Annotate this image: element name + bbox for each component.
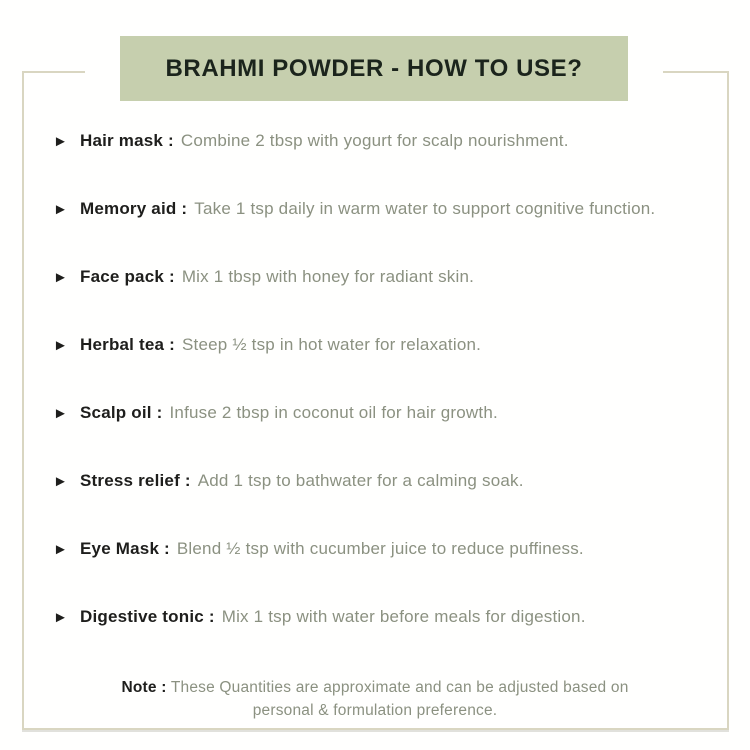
item-label: Stress relief : (80, 471, 191, 490)
arrow-bullet-icon: ► (53, 404, 68, 422)
list-item (53, 175, 720, 243)
item-description: Add 1 tsp to bathwater for a calming soak. (197, 471, 524, 490)
item-label: Face pack : (80, 267, 175, 286)
item-description: Mix 1 tbsp with honey for radiant skin. (181, 267, 475, 286)
list-item (53, 515, 720, 583)
item-label: Herbal tea : (80, 335, 175, 354)
item-description: Combine 2 tbsp with yogurt for scalp nourishment. (180, 131, 569, 150)
item-label: Hair mask : (80, 131, 174, 150)
list-item (53, 243, 720, 311)
item-description: Take 1 tsp daily in warm water to support cognitive function. (194, 199, 656, 218)
arrow-bullet-icon: ► (53, 132, 68, 150)
item-label: Eye Mask : (80, 539, 170, 558)
item-label: Memory aid : (80, 199, 188, 218)
item-description: Infuse 2 tbsp in coconut oil for hair growth. (169, 403, 498, 422)
page-title: BRAHMI POWDER - HOW TO USE? (165, 54, 583, 82)
note-line-1 (60, 676, 690, 699)
arrow-bullet-icon: ► (53, 540, 68, 558)
arrow-bullet-icon: ► (53, 336, 68, 354)
item-label: Scalp oil : (80, 403, 163, 422)
item-label: Digestive tonic : (80, 607, 215, 626)
note-text: These Quantities are approximate and can be adjusted based on (170, 679, 629, 696)
arrow-bullet-icon: ► (53, 268, 68, 286)
usage-list (53, 107, 720, 651)
note-label: Note : (121, 679, 167, 696)
item-description: Steep ½ tsp in hot water for relaxation. (182, 335, 482, 354)
arrow-bullet-icon: ► (53, 608, 68, 626)
list-item (53, 311, 720, 379)
item-description: Mix 1 tsp with water before meals for digestion. (221, 607, 586, 626)
list-item (53, 447, 720, 515)
list-item (53, 583, 720, 651)
title-banner (120, 36, 628, 101)
arrow-bullet-icon: ► (53, 472, 68, 490)
arrow-bullet-icon: ► (53, 200, 68, 218)
note (60, 676, 690, 722)
list-item (53, 379, 720, 447)
note-line-2: personal & formulation preference. (252, 702, 498, 719)
item-description: Blend ½ tsp with cucumber juice to reduce puffiness. (176, 539, 584, 558)
list-item (53, 107, 720, 175)
